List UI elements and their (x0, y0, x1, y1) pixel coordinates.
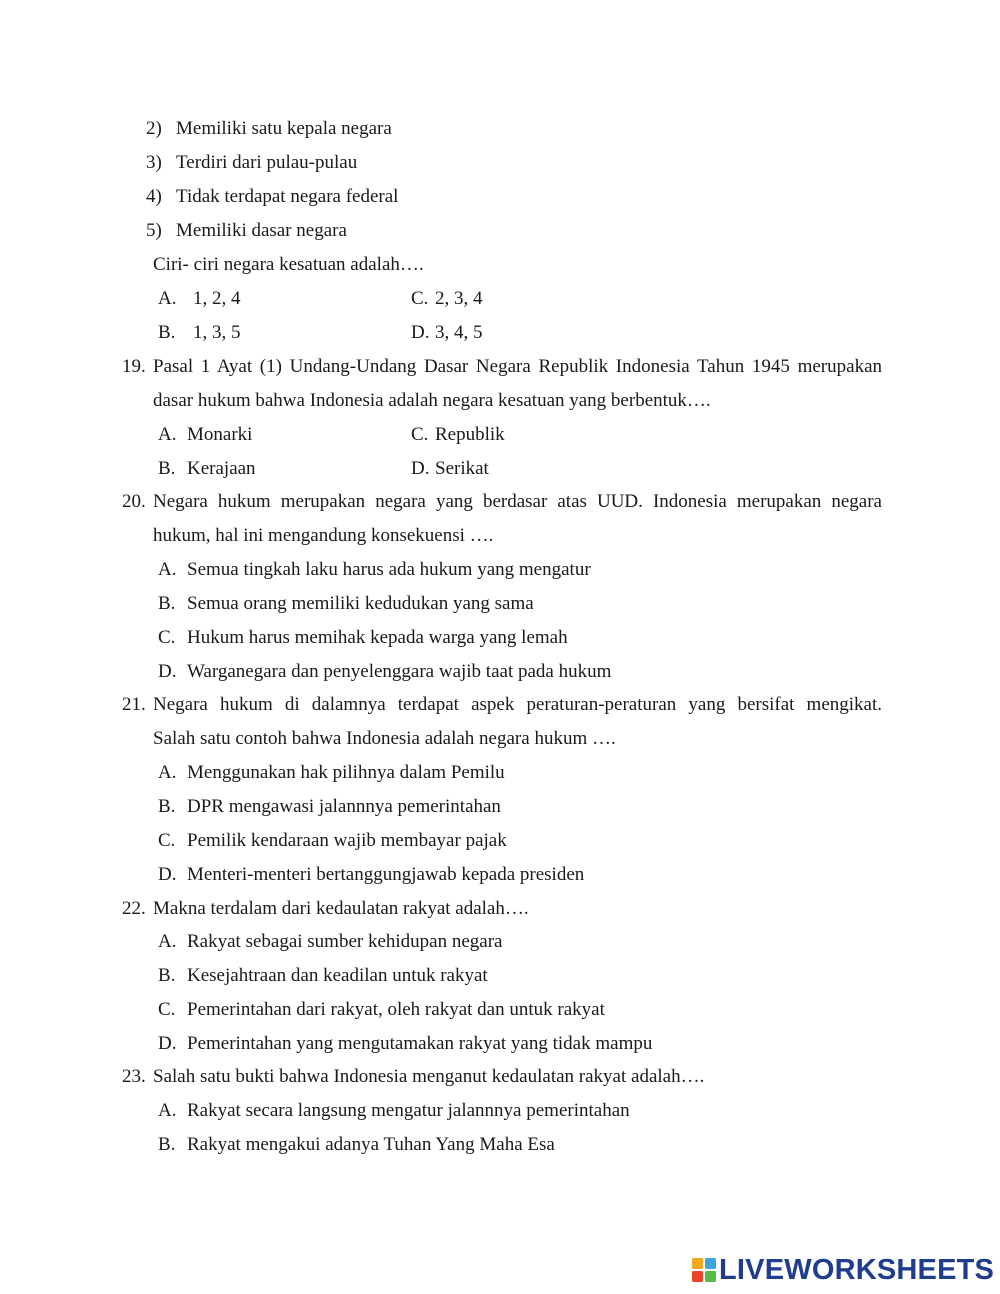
list-item: Memiliki satu kepala negara (176, 118, 392, 139)
list-item: Tidak terdapat negara federal (176, 186, 399, 207)
option-a: 1, 2, 4 (193, 288, 241, 309)
option-b: Kerajaan (187, 458, 256, 479)
option-b: 1, 3, 5 (193, 322, 241, 343)
option-letter: B. (158, 593, 176, 614)
option-letter: D. (158, 1033, 177, 1054)
option-c: Pemerintahan dari rakyat, oleh rakyat dan untuk rakyat (187, 999, 605, 1020)
option-letter: D. (158, 864, 177, 885)
option-b: Rakyat mengakui adanya Tuhan Yang Maha Esa (187, 1134, 555, 1155)
option-letter: C. (411, 424, 429, 445)
option-b: DPR mengawasi jalannnya pemerintahan (187, 796, 501, 817)
option-letter: A. (158, 931, 177, 952)
option-letter: B. (158, 322, 176, 343)
question-text: Negara hukum di dalamnya terdapat aspek peraturan-peraturan yang bersifat mengikat. (153, 694, 882, 715)
option-letter: A. (158, 762, 177, 783)
logo-text: LIVEWORKSHEETS (719, 1253, 995, 1286)
list-item: Memiliki dasar negara (176, 220, 347, 241)
option-letter: D. (158, 661, 177, 682)
list-item-number: 3) (146, 152, 162, 173)
option-letter: A. (158, 424, 177, 445)
option-letter: C. (158, 627, 176, 648)
option-c: Hukum harus memihak kepada warga yang lemah (187, 627, 568, 648)
question-number: 20. (122, 491, 146, 512)
option-letter: A. (158, 559, 177, 580)
option-d: Pemerintahan yang mengutamakan rakyat yang tidak mampu (187, 1033, 653, 1054)
list-item-number: 4) (146, 186, 162, 207)
list-item: Terdiri dari pulau-pulau (176, 152, 358, 173)
option-letter: A. (158, 288, 177, 309)
question-text: dasar hukum bahwa Indonesia adalah negara kesatuan yang berbentuk…. (153, 390, 711, 411)
question-number: 21. (122, 694, 146, 715)
question-text: Salah satu bukti bahwa Indonesia menganut kedaulatan rakyat adalah…. (153, 1066, 705, 1087)
option-letter: C. (158, 999, 176, 1020)
question-text: Makna terdalam dari kedaulatan rakyat adalah…. (153, 898, 529, 919)
option-letter: C. (158, 830, 176, 851)
option-a: Rakyat sebagai sumber kehidupan negara (187, 931, 503, 952)
option-letter: C. (411, 288, 429, 309)
option-d: 3, 4, 5 (435, 322, 483, 343)
option-b: Kesejahtraan dan keadilan untuk rakyat (187, 965, 488, 986)
option-c: 2, 3, 4 (435, 288, 483, 309)
option-d: Warganegara dan penyelenggara wajib taat pada hukum (187, 661, 612, 682)
option-b: Semua orang memiliki kedudukan yang sama (187, 593, 534, 614)
option-c: Republik (435, 424, 505, 445)
question-number: 23. (122, 1066, 146, 1087)
question-text: Salah satu contoh bahwa Indonesia adalah negara hukum …. (153, 728, 616, 749)
option-a: Rakyat secara langsung mengatur jalannnya pemerintahan (187, 1100, 630, 1121)
option-d: Menteri-menteri bertanggungjawab kepada presiden (187, 864, 585, 885)
question-text: Ciri- ciri negara kesatuan adalah…. (153, 254, 424, 275)
question-number: 19. (122, 356, 146, 377)
option-a: Semua tingkah laku harus ada hukum yang mengatur (187, 559, 591, 580)
liveworksheets-logo (692, 1253, 994, 1287)
option-a: Menggunakan hak pilihnya dalam Pemilu (187, 762, 505, 783)
list-item-number: 2) (146, 118, 162, 139)
option-a: Monarki (187, 424, 253, 445)
question-number: 22. (122, 898, 146, 919)
option-d: Serikat (435, 458, 489, 479)
question-text: Negara hukum merupakan negara yang berdasar atas UUD. Indonesia merupakan negara (153, 491, 882, 512)
list-item-number: 5) (146, 220, 162, 241)
option-letter: B. (158, 1134, 176, 1155)
option-letter: B. (158, 796, 176, 817)
option-letter: A. (158, 1100, 177, 1121)
option-letter: B. (158, 965, 176, 986)
option-letter: D. (411, 458, 430, 479)
liveworksheets-logo-icon (692, 1258, 716, 1282)
question-text: Pasal 1 Ayat (1) Undang-Undang Dasar Negara Republik Indonesia Tahun 1945 merupakan (153, 356, 882, 377)
option-letter: B. (158, 458, 176, 479)
option-c: Pemilik kendaraan wajib membayar pajak (187, 830, 507, 851)
question-text: hukum, hal ini mengandung konsekuensi …. (153, 525, 494, 546)
option-letter: D. (411, 322, 430, 343)
